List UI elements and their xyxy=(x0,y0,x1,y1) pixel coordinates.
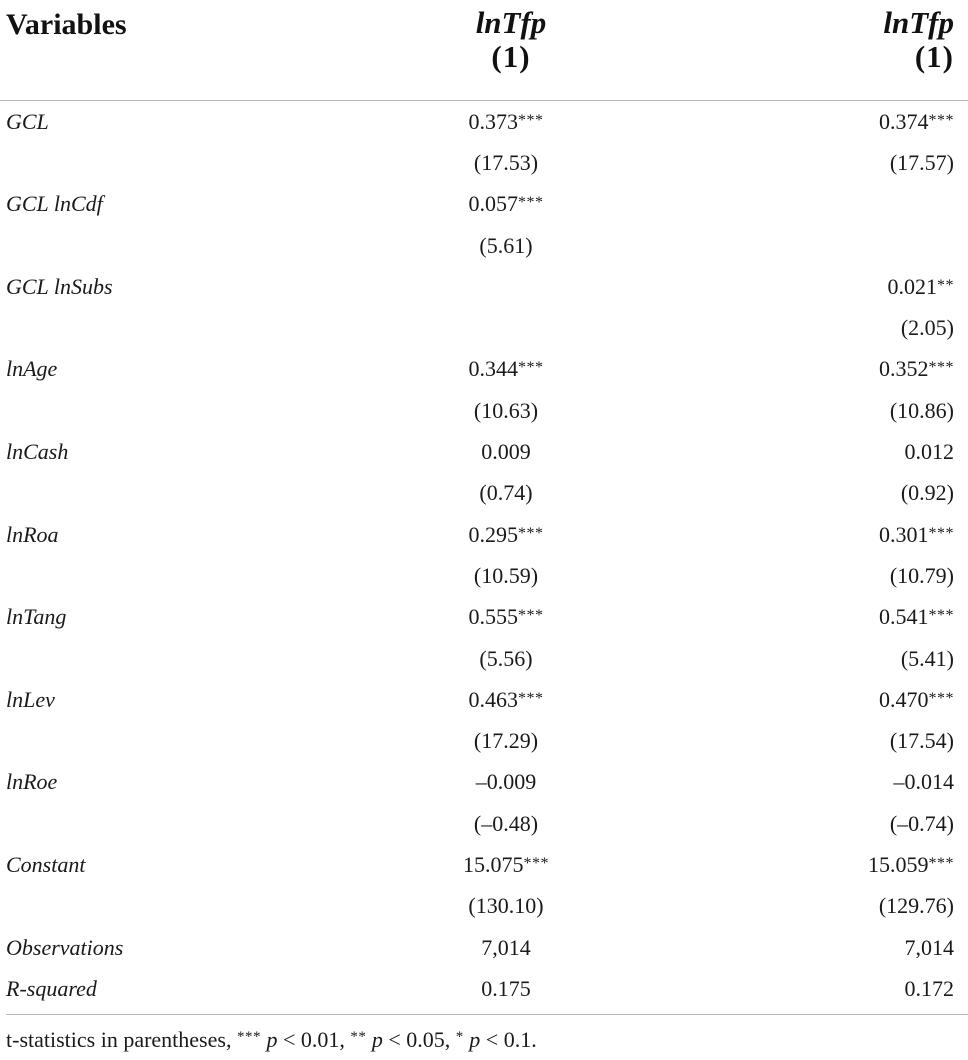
model-1-value: (5.56) xyxy=(479,645,533,671)
model-2-value-cell xyxy=(710,762,968,803)
model-2-value: 0.172 xyxy=(904,975,954,1001)
variable-name-cell xyxy=(0,638,300,679)
model-1-value-cell xyxy=(300,968,710,1013)
model-2-value-cell xyxy=(710,266,968,307)
model-2-value-cell xyxy=(710,431,968,472)
model-2-value: 0.470 xyxy=(879,686,929,712)
model-1-significance-stars: *** xyxy=(518,111,544,129)
variable-name-cell: lnLev xyxy=(6,686,55,712)
model-1-significance-stars: *** xyxy=(523,854,549,872)
variable-name-cell xyxy=(0,555,300,596)
model-2-significance-stars: *** xyxy=(928,359,954,377)
model-1-significance-stars: *** xyxy=(518,607,544,625)
model-1-value: 7,014 xyxy=(481,934,531,960)
model-1-value: (5.61) xyxy=(479,232,533,258)
model-1-value-cell xyxy=(300,638,710,679)
model-1-value: 0.463 xyxy=(468,686,518,712)
model-2-value-cell xyxy=(710,349,968,390)
model-1-value-cell xyxy=(300,597,710,638)
model-2-value: (5.41) xyxy=(900,645,954,671)
table-row-tstat xyxy=(0,390,968,431)
model-2-value-cell xyxy=(710,803,968,844)
model-1-header xyxy=(300,0,710,101)
model-1-value: 0.175 xyxy=(481,975,531,1001)
variables-header: Variables xyxy=(0,0,300,101)
model-1-value: (–0.48) xyxy=(473,810,539,836)
model-2-value: 0.012 xyxy=(904,439,954,465)
model-2-dependent-variable: lnTfp xyxy=(883,5,954,40)
model-1-significance-stars: *** xyxy=(518,359,544,377)
table-row-tstat xyxy=(0,886,968,927)
table-row xyxy=(0,349,968,390)
table-row-tstat xyxy=(0,142,968,183)
model-2-value: (10.86) xyxy=(889,397,954,423)
model-1-value-cell xyxy=(300,431,710,472)
variable-name-cell xyxy=(0,886,300,927)
model-2-value: 15.059 xyxy=(868,851,929,877)
model-1-value: –0.009 xyxy=(475,769,537,795)
header-row xyxy=(0,0,968,101)
table-footnote xyxy=(0,1015,968,1053)
table-row xyxy=(0,514,968,555)
table-row xyxy=(0,101,968,143)
variable-name-cell xyxy=(0,225,300,266)
variable-name-cell: lnCash xyxy=(6,439,69,465)
model-2-value: 0.374 xyxy=(879,108,929,134)
model-2-value: (17.57) xyxy=(889,149,954,175)
table-row xyxy=(0,266,968,307)
model-1-value-cell xyxy=(300,101,710,143)
variable-name-cell: GCL xyxy=(6,108,49,134)
footnote-stars-1: *** xyxy=(236,1028,261,1045)
table-row-tstat xyxy=(0,803,968,844)
table-row xyxy=(0,844,968,885)
footnote-stars-2: ** xyxy=(350,1028,367,1045)
model-2-value: –0.014 xyxy=(893,769,954,795)
model-2-value-cell xyxy=(710,679,968,720)
model-2-value: 0.541 xyxy=(879,604,929,630)
table-row-tstat xyxy=(0,720,968,761)
footnote-p-1: p xyxy=(266,1026,278,1052)
table-row xyxy=(0,762,968,803)
model-1-value: (130.10) xyxy=(468,893,544,919)
model-1-value: (17.29) xyxy=(473,728,539,754)
model-2-significance-stars: *** xyxy=(928,689,954,707)
model-1-value-cell xyxy=(300,142,710,183)
model-1-value-cell xyxy=(300,886,710,927)
model-1-dependent-variable: lnTfp xyxy=(475,5,547,40)
model-2-value: 0.021 xyxy=(887,273,937,299)
model-1-value-cell xyxy=(300,803,710,844)
variable-name-cell xyxy=(0,142,300,183)
model-1-value: (17.53) xyxy=(473,149,539,175)
model-1-value-cell xyxy=(300,266,710,307)
variable-name-cell xyxy=(0,720,300,761)
variable-name-cell: Observations xyxy=(6,934,124,960)
model-1-number: (1) xyxy=(491,39,531,74)
table-row-tstat xyxy=(0,307,968,348)
variable-name-cell xyxy=(0,473,300,514)
variable-name-cell xyxy=(0,803,300,844)
model-2-significance-stars: *** xyxy=(928,607,954,625)
footnote-threshold-3: < 0.1. xyxy=(480,1026,537,1052)
model-1-value: (10.63) xyxy=(473,397,539,423)
model-1-value-cell xyxy=(300,679,710,720)
model-1-value-cell xyxy=(300,555,710,596)
model-2-value: (10.79) xyxy=(889,562,954,588)
model-2-significance-stars: *** xyxy=(928,524,954,542)
model-2-value-cell xyxy=(710,473,968,514)
model-1-value-cell xyxy=(300,762,710,803)
table-row xyxy=(0,679,968,720)
model-2-value-cell xyxy=(710,555,968,596)
model-2-value: (17.54) xyxy=(889,728,954,754)
model-1-value-cell xyxy=(300,225,710,266)
model-1-value: 0.295 xyxy=(468,521,518,547)
model-2-value-cell xyxy=(710,225,968,266)
variable-name-cell: lnTang xyxy=(6,604,67,630)
model-1-value-cell xyxy=(300,514,710,555)
model-2-value-cell xyxy=(710,597,968,638)
variable-name-cell: GCL lnSubs xyxy=(6,273,113,299)
model-1-value: (10.59) xyxy=(473,562,539,588)
model-1-value: 0.344 xyxy=(468,356,518,382)
model-1-value-cell xyxy=(300,473,710,514)
footnote-p-2: p xyxy=(371,1026,383,1052)
model-2-value-cell xyxy=(710,638,968,679)
table-body xyxy=(0,101,968,1014)
table-row-tstat xyxy=(0,638,968,679)
model-1-value-cell xyxy=(300,844,710,885)
table-row-tstat xyxy=(0,473,968,514)
model-1-significance-stars: *** xyxy=(518,689,544,707)
model-2-header xyxy=(710,0,968,101)
model-2-value: (2.05) xyxy=(900,315,954,341)
table-row xyxy=(0,184,968,225)
variable-name-cell xyxy=(0,390,300,431)
table-row-tstat xyxy=(0,225,968,266)
footnote-threshold-1: < 0.01, xyxy=(277,1026,345,1052)
variable-name-cell: lnRoe xyxy=(6,769,58,795)
model-1-value-cell xyxy=(300,349,710,390)
variable-name-cell: R-squared xyxy=(6,975,97,1001)
model-2-value-cell xyxy=(710,968,968,1013)
model-2-value-cell xyxy=(710,184,968,225)
table-row xyxy=(0,431,968,472)
variable-name-cell xyxy=(0,307,300,348)
model-2-significance-stars: ** xyxy=(937,276,954,294)
model-1-value-cell xyxy=(300,390,710,431)
model-2-number: (1) xyxy=(914,39,954,74)
footnote-stars-3: * xyxy=(455,1028,464,1045)
model-1-value: 0.555 xyxy=(468,604,518,630)
model-2-value-cell xyxy=(710,844,968,885)
model-2-value: (129.76) xyxy=(878,893,954,919)
model-1-value-cell xyxy=(300,720,710,761)
model-1-value: 0.009 xyxy=(481,439,531,465)
variable-name-cell: lnAge xyxy=(6,356,58,382)
model-1-significance-stars: *** xyxy=(518,194,544,212)
model-1-value: 0.373 xyxy=(468,108,518,134)
model-2-value: (–0.74) xyxy=(889,810,954,836)
model-1-value: 15.075 xyxy=(463,851,524,877)
model-1-value-cell xyxy=(300,307,710,348)
model-2-value-cell xyxy=(710,720,968,761)
footnote-lead: t-statistics in parentheses, xyxy=(6,1026,232,1052)
model-2-value-cell xyxy=(710,927,968,968)
model-2-significance-stars: *** xyxy=(928,111,954,129)
model-2-value-cell xyxy=(710,390,968,431)
model-2-significance-stars: *** xyxy=(928,854,954,872)
model-1-value-cell xyxy=(300,927,710,968)
table-row-tstat xyxy=(0,555,968,596)
variable-name-cell: lnRoa xyxy=(6,521,59,547)
table-row xyxy=(0,927,968,968)
model-2-value-cell xyxy=(710,514,968,555)
model-2-value-cell xyxy=(710,307,968,348)
footnote-p-3: p xyxy=(469,1026,481,1052)
model-2-value-cell xyxy=(710,101,968,143)
model-1-significance-stars: *** xyxy=(518,524,544,542)
table-header xyxy=(0,0,968,101)
model-1-value: (0.74) xyxy=(479,480,533,506)
model-2-value: 7,014 xyxy=(904,934,954,960)
model-2-value: (0.92) xyxy=(900,480,954,506)
model-2-value-cell xyxy=(710,886,968,927)
table-row xyxy=(0,968,968,1013)
model-2-value: 0.301 xyxy=(879,521,929,547)
model-2-value-cell xyxy=(710,142,968,183)
model-1-value: 0.057 xyxy=(468,191,518,217)
footnote-threshold-2: < 0.05, xyxy=(382,1026,451,1052)
table-row xyxy=(0,597,968,638)
model-2-value: 0.352 xyxy=(879,356,929,382)
variable-name-cell: GCL lnCdf xyxy=(6,191,103,217)
variable-name-cell: Constant xyxy=(6,851,86,877)
model-1-value-cell xyxy=(300,184,710,225)
